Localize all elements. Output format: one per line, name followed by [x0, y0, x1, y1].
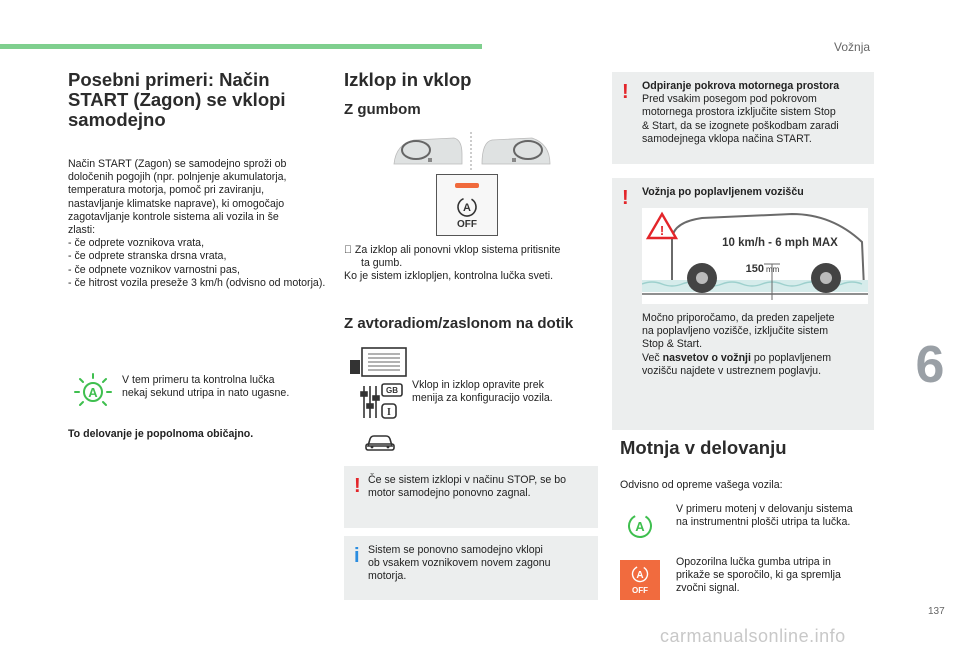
- hood-line: Pred vsakim posegom pod pokrovom: [642, 93, 817, 106]
- info-icon: i: [354, 545, 360, 567]
- list-item: - če odprete voznikova vrata,: [68, 237, 205, 250]
- section-title: Vožnja: [834, 40, 871, 54]
- info-line: ob vsakem voznikovem novem zagonu: [368, 557, 551, 570]
- lamp-note: [122, 374, 332, 400]
- warning-exclamation-icon: !: [354, 475, 361, 497]
- hood-line: & Start, da se izognete poškodbam zaradi: [642, 119, 839, 132]
- intro-line: določenih pogojih (npr. polnjenje akumulatorja,: [68, 171, 287, 184]
- off-lamp-label: OFF: [632, 586, 648, 595]
- warning-line: motor samodejno ponovno zagnal.: [368, 487, 531, 500]
- lamp-note-line: nekaj sekund utripa in nato ugasne.: [122, 387, 290, 400]
- warning-text: [368, 474, 596, 500]
- flood-line: Močno priporočamo, da preden zapeljete: [642, 312, 835, 324]
- intro-line: nastavljanje klimatske naprave), ki omogočajo: [68, 197, 285, 210]
- list-item: - če odprete stranska drsna vrata,: [68, 250, 227, 263]
- settings-sliders-icon: [360, 382, 404, 427]
- motor-line: prikaže se sporočilo, ki ga spremlja: [676, 569, 841, 582]
- svg-text:150: 150: [745, 263, 764, 275]
- warning-exclamation-icon: !: [622, 187, 629, 209]
- svg-text:A: A: [88, 385, 98, 400]
- motor-line: zvočni signal.: [676, 582, 740, 595]
- svg-text:10 km/h - 6 mph MAX: 10 km/h - 6 mph MAX: [722, 237, 838, 249]
- col1-intro: [68, 158, 333, 290]
- eco-stop-lamp-icon: [74, 372, 112, 410]
- svg-text:I: I: [387, 407, 391, 418]
- motor-green-text: [676, 503, 876, 529]
- col1-title-line: Posebni primeri: Način: [68, 69, 270, 90]
- flood-illustration: [642, 208, 868, 304]
- lamp-note-line: V tem primeru ta kontrolna lučka: [122, 374, 275, 386]
- svg-text:!: !: [659, 223, 665, 238]
- subtitle-touchscreen: Z avtoradiom/zaslonom na dotik: [344, 315, 574, 332]
- header-accent-bar: [0, 44, 482, 49]
- svg-text:mm: mm: [766, 265, 780, 274]
- auto-stop-icon: [455, 195, 479, 219]
- instruction-line: Vklop in izklop opravite prek: [412, 379, 544, 391]
- info-text: [368, 544, 596, 584]
- hood-title: Odpiranje pokrova motornega prostora: [642, 80, 840, 92]
- col1-title-line: START (Zagon) se vklopi: [68, 89, 286, 110]
- flood-line: na poplavljeno vozišče, izključite sistem: [642, 325, 829, 338]
- svg-text:GB: GB: [386, 386, 398, 395]
- dashboard-illustration: [392, 132, 552, 175]
- flood-line: Stop & Start.: [642, 338, 703, 351]
- flood-warning-box: [612, 178, 874, 430]
- warning-box: [344, 466, 598, 528]
- intro-line: zlasti:: [68, 224, 96, 237]
- off-warning-lamp-icon: [620, 560, 660, 600]
- car-icon: [364, 430, 396, 459]
- hood-line: motornega prostora izključite sistem Stop: [642, 106, 836, 119]
- intro-line: Način START (Zagon) se samodejno sproži ob: [68, 158, 287, 170]
- instruction-line: Ko je sistem izklopljen, kontrolna lučka sveti.: [344, 270, 554, 283]
- info-line: motorja.: [368, 570, 407, 583]
- normal-operation-note: To delovanje je popolnoma običajno.: [68, 428, 254, 440]
- motor-red-text: [676, 556, 876, 596]
- eco-fault-lamp-icon: [626, 512, 654, 545]
- section-title-motnja: Motnja v delovanju: [620, 437, 787, 458]
- warning-exclamation-icon: !: [622, 81, 629, 103]
- touchscreen-icon: [348, 346, 408, 383]
- touch-instructions: [412, 379, 592, 405]
- page-number: 137: [928, 606, 945, 617]
- svg-text:A: A: [635, 519, 645, 534]
- button-indicator-led: [455, 183, 479, 188]
- intro-line: temperatura motorja, pomoč pri zaviranju,: [68, 184, 265, 197]
- instruction-line: ta gumb.: [361, 257, 403, 270]
- instruction-line: Za izklop ali ponovni vklop sistema pritisnite: [344, 244, 550, 256]
- motor-line: Opozorilna lučka gumba utripa in: [676, 556, 831, 568]
- flood-title: Vožnja po poplavljenem vozišču: [642, 186, 804, 198]
- warning-line: Če se sistem izklopi v načinu STOP, se bo: [368, 474, 567, 486]
- list-item: - če hitrost vozila preseže 3 km/h (odvisno od motorja).: [68, 276, 326, 289]
- svg-text:A: A: [636, 570, 644, 581]
- info-box: [344, 536, 598, 600]
- list-item: - če odpnete voznikov varnostni pas,: [68, 263, 240, 276]
- section-title-izklop: Izklop in vklop: [344, 69, 472, 90]
- info-line: Sistem se ponovno samodejno vklopi: [368, 544, 543, 556]
- motor-line: na instrumentni plošči utripa ta lučka.: [676, 516, 851, 529]
- watermark: carmanualsonline.info: [660, 626, 846, 646]
- conditions-list: [68, 237, 333, 290]
- stop-start-off-button[interactable]: [436, 174, 498, 236]
- flood-more-line: Več nasvetov o vožnji po poplavljenem: [642, 351, 832, 364]
- motor-line: V primeru motenj v delovanju sistema: [676, 503, 853, 515]
- flood-text: [642, 312, 870, 378]
- flood-line: vozišču najdete v ustreznem poglavju.: [642, 364, 822, 377]
- intro-line: zagotavljanje kontrole sistema ali vozila in še: [68, 210, 279, 223]
- hood-line: samodejnega vklopa načina START.: [642, 132, 812, 145]
- hood-warning-box: [612, 72, 874, 164]
- chapter-number: 6: [900, 322, 960, 408]
- svg-text:A: A: [463, 202, 471, 214]
- hood-text: [642, 80, 872, 146]
- subtitle-button: Z gumbom: [344, 101, 421, 118]
- motor-intro: Odvisno od opreme vašega vozila:: [620, 479, 783, 491]
- col1-title-line: samodejno: [68, 109, 166, 130]
- off-label: OFF: [457, 219, 477, 230]
- button-instructions: [344, 244, 602, 284]
- instruction-line: menija za konfiguracijo vozila.: [412, 392, 553, 405]
- col1-title: [68, 70, 338, 130]
